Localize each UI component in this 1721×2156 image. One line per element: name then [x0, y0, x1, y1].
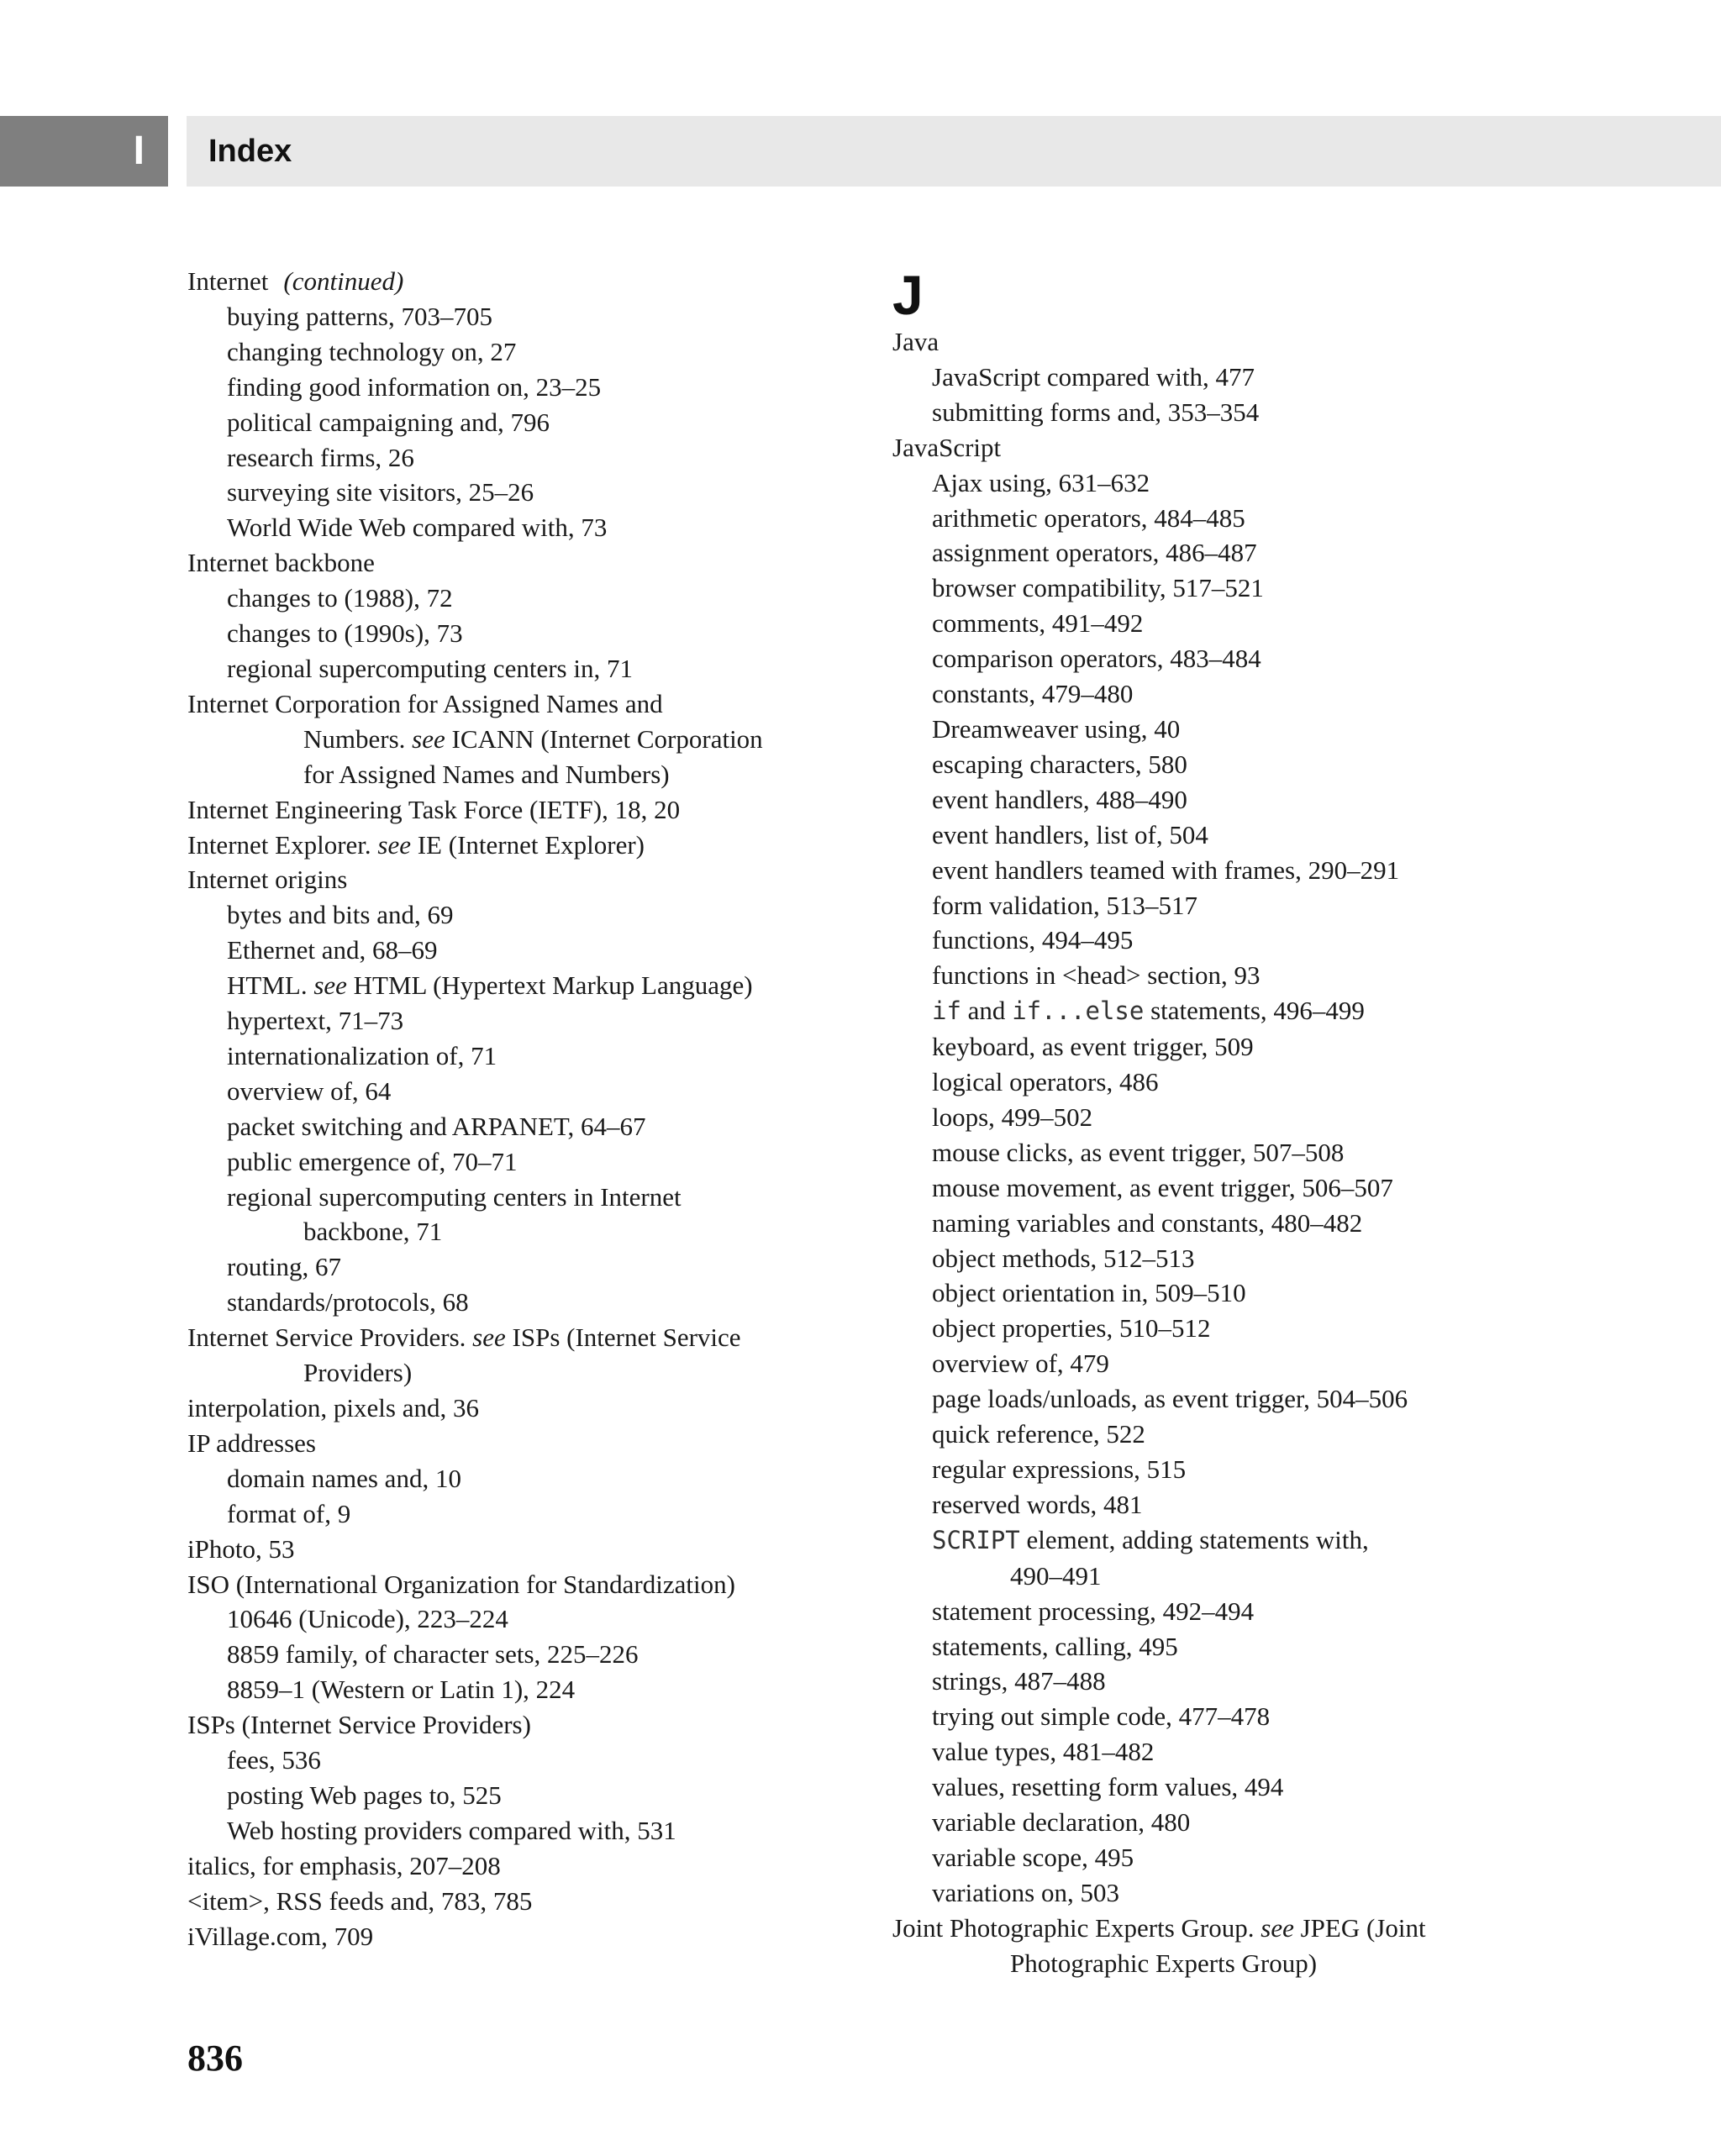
index-subentry — [892, 676, 1716, 712]
index-subentry — [892, 1734, 1716, 1769]
entry-text: event handlers, 488–490 — [932, 784, 1187, 814]
index-subentry — [187, 370, 843, 405]
entry-text: public emergence of, 70–71 — [227, 1146, 518, 1176]
entry-text: backbone, 71 — [303, 1217, 443, 1247]
index-subentry — [892, 923, 1716, 958]
index-entry-continuation — [892, 1946, 1716, 1981]
index-subentry — [892, 1065, 1716, 1100]
entry-text: IP addresses — [187, 1428, 316, 1458]
index-subentry — [187, 581, 843, 616]
index-entry — [187, 1848, 843, 1884]
entry-text: loops, 499–502 — [932, 1102, 1093, 1132]
index-subentry — [187, 440, 843, 476]
index-subentry — [892, 1206, 1716, 1241]
index-subentry — [892, 1170, 1716, 1206]
entry-text: statement processing, 492–494 — [932, 1596, 1255, 1626]
entry-text: naming variables and constants, 480–482 — [932, 1207, 1363, 1238]
entry-text: 8859 family, of character sets, 225–226 — [227, 1639, 639, 1670]
index-entry — [187, 1320, 843, 1355]
entry-text: mouse clicks, as event trigger, 507–508 — [932, 1137, 1345, 1167]
index-column-left — [187, 264, 843, 1954]
index-subentry — [892, 606, 1716, 641]
index-entry — [892, 1911, 1716, 1946]
index-subentry — [892, 782, 1716, 818]
entry-text: page loads/unloads, as event trigger, 504–506 — [932, 1384, 1408, 1414]
entry-text: JavaScript compared with, 477 — [932, 361, 1255, 392]
entry-text: regional supercomputing centers in, 71 — [227, 653, 633, 683]
index-subentry — [892, 1346, 1716, 1381]
index-subentry — [187, 1461, 843, 1496]
entry-text: research firms, 26 — [227, 442, 414, 472]
entry-text: surveying site visitors, 25–26 — [227, 477, 534, 507]
entry-text: World Wide Web compared with, 73 — [227, 513, 608, 543]
index-subentry — [187, 1285, 843, 1320]
entry-text: overview of, 64 — [227, 1075, 392, 1106]
entry-text: mouse movement, as event trigger, 506–507 — [932, 1172, 1393, 1202]
index-entry-continuation — [187, 1214, 843, 1249]
code-term: SCRIPT — [932, 1525, 1020, 1554]
entry-text: for Assigned Names and Numbers) — [303, 759, 670, 789]
index-subentry — [187, 933, 843, 968]
entry-text-cont: statements, 496–499 — [1144, 996, 1365, 1026]
code-term: if — [932, 996, 961, 1026]
entry-text-cont: JPEG (Joint — [1293, 1912, 1426, 1943]
index-subentry — [892, 1311, 1716, 1346]
index-subentry — [892, 853, 1716, 888]
entry-text: format of, 9 — [227, 1498, 351, 1528]
entry-text: hypertext, 71–73 — [227, 1006, 404, 1036]
index-subentry — [187, 1601, 843, 1637]
entry-text: finding good information on, 23–25 — [227, 371, 602, 402]
letter-heading: J — [892, 264, 924, 326]
entry-text: form validation, 513–517 — [932, 890, 1197, 920]
entry-text: and — [960, 996, 1013, 1026]
index-entry — [187, 1426, 843, 1461]
index-subentry — [892, 360, 1716, 395]
index-subentry — [892, 1875, 1716, 1911]
entry-text: Internet Corporation for Assigned Names and — [187, 688, 663, 718]
index-entry — [187, 686, 843, 722]
entry-text: Web hosting providers compared with, 531 — [227, 1815, 676, 1845]
index-subentry — [892, 1522, 1716, 1559]
entry-text: object properties, 510–512 — [932, 1313, 1211, 1344]
entry-text: 8859–1 (Western or Latin 1), 224 — [227, 1675, 576, 1705]
index-subentry — [892, 993, 1716, 1029]
entry-text: variable scope, 495 — [932, 1842, 1134, 1872]
entry-text: Internet Engineering Task Force (IETF), 18, 20 — [187, 794, 681, 824]
entry-text: Numbers. — [303, 723, 413, 754]
entry-text: event handlers, list of, 504 — [932, 819, 1208, 849]
entry-text: bytes and bits and, 69 — [227, 900, 454, 930]
entry-text: object methods, 512–513 — [932, 1243, 1195, 1273]
chapter-tab-letter: I — [0, 116, 168, 187]
index-subentry — [187, 897, 843, 933]
entry-text: iVillage.com, 709 — [187, 1921, 374, 1951]
index-entry — [187, 1707, 843, 1743]
index-subentry — [892, 712, 1716, 747]
entry-text-cont: IE (Internet Explorer) — [410, 829, 645, 860]
entry-text: 10646 (Unicode), 223–224 — [227, 1604, 508, 1634]
index-subentry — [187, 1637, 843, 1672]
entry-text: overview of, 479 — [932, 1349, 1109, 1379]
entry-text: internationalization of, 71 — [227, 1040, 497, 1070]
index-subentry — [892, 1769, 1716, 1805]
entry-text: variations on, 503 — [932, 1877, 1119, 1907]
index-subentry — [892, 1135, 1716, 1170]
index-entry — [187, 545, 843, 581]
index-subentry — [892, 747, 1716, 782]
index-subentry — [892, 535, 1716, 571]
entry-text: domain names and, 10 — [227, 1463, 461, 1493]
index-entry — [187, 1919, 843, 1954]
entry-text: fees, 536 — [227, 1745, 321, 1775]
entry-text: quick reference, 522 — [932, 1419, 1145, 1449]
entry-text: regular expressions, 515 — [932, 1454, 1187, 1484]
entry-text: Providers) — [303, 1358, 413, 1388]
entry-text: interpolation, pixels and, 36 — [187, 1393, 479, 1422]
see-reference: see — [472, 1323, 506, 1353]
index-subentry — [187, 1813, 843, 1848]
index-entry — [892, 430, 1716, 465]
entry-text: strings, 487–488 — [932, 1666, 1106, 1696]
entry-text: Internet backbone — [187, 548, 375, 578]
page-title: Index — [208, 134, 292, 169]
index-subentry — [892, 1805, 1716, 1840]
entry-text: standards/protocols, 68 — [227, 1287, 469, 1317]
entry-text: posting Web pages to, 525 — [227, 1780, 502, 1810]
see-reference: see — [313, 970, 347, 1001]
entry-text: political campaigning and, 796 — [227, 407, 550, 437]
entry-text-cont: HTML (Hypertext Markup Language) — [346, 970, 753, 1001]
index-subentry — [187, 1003, 843, 1039]
index-subentry — [187, 405, 843, 440]
index-subentry — [187, 1743, 843, 1778]
index-subentry — [187, 651, 843, 686]
index-subentry — [892, 1029, 1716, 1065]
entry-text: <item>, RSS feeds and, 783, 785 — [187, 1885, 533, 1916]
index-entry-continuation — [187, 722, 843, 757]
entry-text: Ethernet and, 68–69 — [227, 935, 438, 965]
entry-text: trying out simple code, 477–478 — [932, 1701, 1271, 1732]
entry-text: changes to (1988), 72 — [227, 583, 453, 613]
entry-text: Ajax using, 631–632 — [932, 467, 1150, 497]
entry-text: comparison operators, 483–484 — [932, 644, 1261, 674]
entry-text: regional supercomputing centers in Internet — [227, 1181, 682, 1212]
index-subentry — [187, 1672, 843, 1707]
index-subentry — [892, 958, 1716, 993]
index-subentry — [187, 616, 843, 651]
entry-text: Internet origins — [187, 865, 348, 895]
index-subentry — [892, 1664, 1716, 1699]
entry-text: ISPs (Internet Service Providers) — [187, 1710, 531, 1740]
entry-text: submitting forms and, 353–354 — [932, 397, 1260, 427]
index-entry — [187, 1884, 843, 1919]
entry-text: Photographic Experts Group) — [1010, 1948, 1318, 1978]
entry-text: JavaScript — [892, 432, 1002, 462]
entry-text: functions, 494–495 — [932, 925, 1134, 955]
index-entry — [187, 1567, 843, 1602]
entry-text: buying patterns, 703–705 — [227, 301, 492, 331]
entry-text: constants, 479–480 — [932, 679, 1134, 709]
index-entry-continuation — [187, 757, 843, 792]
index-subentry — [892, 1629, 1716, 1664]
index-column-right — [892, 264, 1716, 1981]
index-subentry — [892, 1241, 1716, 1276]
index-subentry — [892, 1275, 1716, 1311]
index-subentry — [187, 1074, 843, 1109]
entry-text: logical operators, 486 — [932, 1067, 1159, 1097]
entry-text: assignment operators, 486–487 — [932, 538, 1257, 568]
index-entry — [892, 324, 1716, 360]
index-subentry — [187, 1778, 843, 1813]
entry-text: keyboard, as event trigger, 509 — [932, 1032, 1254, 1062]
index-subentry — [187, 1144, 843, 1180]
entry-text: italics, for emphasis, 207–208 — [187, 1850, 501, 1880]
index-subentry — [892, 1487, 1716, 1522]
entry-text: Joint Photographic Experts Group. — [892, 1912, 1261, 1943]
entry-text: packet switching and ARPANET, 64–67 — [227, 1111, 646, 1141]
code-term: if...else — [1012, 996, 1145, 1026]
index-subentry — [187, 299, 843, 334]
entry-text: event handlers teamed with frames, 290–291 — [932, 855, 1400, 885]
entry-text: HTML. — [227, 970, 314, 1001]
index-subentry — [892, 1452, 1716, 1487]
index-subentry — [187, 968, 843, 1003]
see-reference: see — [1260, 1912, 1294, 1943]
entry-text: functions in <head> section, 93 — [932, 960, 1260, 991]
index-subentry — [892, 501, 1716, 536]
entry-text: statements, calling, 495 — [932, 1631, 1178, 1661]
index-entry — [187, 828, 843, 863]
entry-text-cont: ICANN (Internet Corporation — [445, 723, 763, 754]
index-entry — [187, 1391, 843, 1426]
see-reference: see — [377, 829, 411, 860]
index-subentry — [187, 510, 843, 545]
see-reference: see — [412, 723, 445, 754]
index-entry — [187, 1532, 843, 1567]
index-subentry — [892, 1594, 1716, 1629]
entry-text: variable declaration, 480 — [932, 1807, 1191, 1838]
index-subentry — [892, 1840, 1716, 1875]
index-subentry — [892, 1381, 1716, 1417]
index-subentry — [187, 1039, 843, 1074]
entry-text: ISO (International Organization for Standardization) — [187, 1569, 735, 1599]
index-entry-continued — [187, 264, 843, 299]
index-subentry — [892, 1100, 1716, 1135]
index-subentry — [187, 1249, 843, 1285]
index-subentry — [187, 475, 843, 510]
entry-text: reserved words, 481 — [932, 1489, 1143, 1519]
entry-text: object orientation in, 509–510 — [932, 1278, 1246, 1308]
index-subentry — [892, 818, 1716, 853]
entry-text: 490–491 — [1010, 1560, 1102, 1591]
entry-text: Java — [892, 327, 939, 356]
index-subentry — [892, 465, 1716, 501]
entry-text: escaping characters, 580 — [932, 749, 1187, 779]
index-entry — [187, 792, 843, 828]
entry-text: element, adding statements with, — [1019, 1524, 1369, 1554]
right-entry-list — [892, 324, 1716, 1981]
entry-text: changes to (1990s), 73 — [227, 618, 463, 649]
entry-text: comments, 491–492 — [932, 608, 1144, 639]
entry-text: Internet Explorer. — [187, 829, 378, 860]
running-header — [187, 116, 1721, 187]
entry-text: routing, 67 — [227, 1252, 342, 1282]
left-entry-list — [187, 299, 843, 1954]
index-entry — [187, 862, 843, 897]
entry-text: changing technology on, 27 — [227, 336, 517, 366]
index-subentry — [187, 1180, 843, 1215]
index-subentry — [892, 395, 1716, 430]
entry-text: value types, 481–482 — [932, 1737, 1155, 1767]
index-subentry — [187, 1109, 843, 1144]
continued-head: Internet — [187, 266, 269, 296]
index-entry-continuation — [187, 1355, 843, 1391]
index-subentry — [187, 334, 843, 370]
entry-text: browser compatibility, 517–521 — [932, 573, 1264, 603]
entry-text: arithmetic operators, 484–485 — [932, 502, 1245, 533]
index-subentry — [892, 641, 1716, 676]
index-subentry — [892, 1699, 1716, 1734]
index-subentry — [892, 888, 1716, 923]
page-number: 836 — [187, 2038, 243, 2079]
entry-text: values, resetting form values, 494 — [932, 1772, 1284, 1802]
index-subentry — [892, 571, 1716, 606]
index-entry-continuation — [892, 1559, 1716, 1594]
index-subentry — [187, 1496, 843, 1532]
continued-note: (continued) — [283, 266, 404, 296]
index-subentry — [892, 1417, 1716, 1452]
entry-text: Internet Service Providers. — [187, 1323, 473, 1353]
entry-text-cont: ISPs (Internet Service — [505, 1323, 741, 1353]
entry-text: iPhoto, 53 — [187, 1533, 295, 1564]
entry-text: Dreamweaver using, 40 — [932, 713, 1181, 744]
